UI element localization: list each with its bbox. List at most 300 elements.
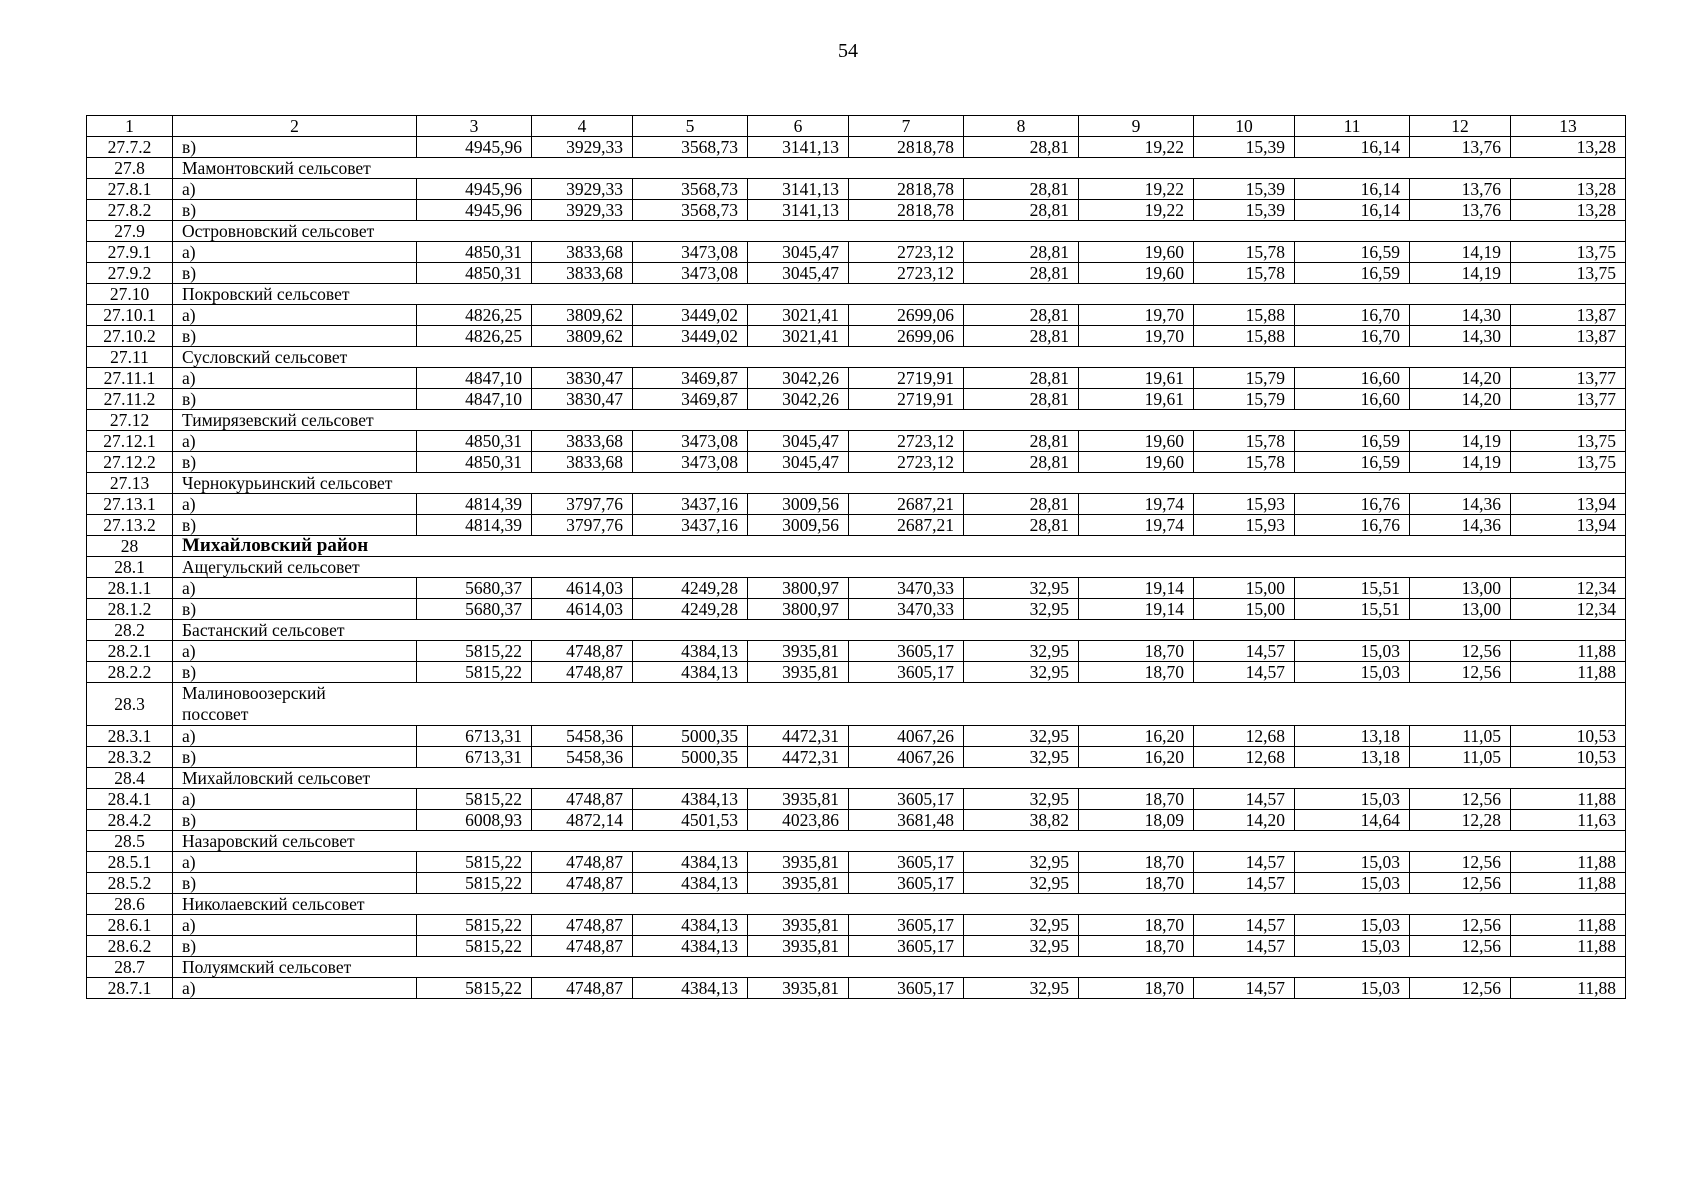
option-label-cell: а) [173, 368, 417, 389]
value-cell: 11,88 [1511, 852, 1626, 873]
row-number-cell: 28.5.2 [87, 873, 173, 894]
value-cell: 4384,13 [633, 641, 748, 662]
row-number-cell: 28.4 [87, 768, 173, 789]
value-cell: 4384,13 [633, 936, 748, 957]
value-cell: 28,81 [964, 137, 1079, 158]
value-cell: 14,36 [1410, 515, 1511, 536]
value-cell: 19,61 [1079, 389, 1194, 410]
value-cell: 15,39 [1194, 200, 1295, 221]
value-cell: 3935,81 [748, 978, 849, 999]
value-cell: 18,70 [1079, 978, 1194, 999]
value-cell: 18,70 [1079, 852, 1194, 873]
option-label-cell: в) [173, 810, 417, 831]
row-number-cell: 27.11 [87, 347, 173, 368]
value-cell: 5815,22 [417, 789, 532, 810]
row-number-cell: 27.10 [87, 284, 173, 305]
value-cell: 11,88 [1511, 936, 1626, 957]
row-number-cell: 28.2.2 [87, 662, 173, 683]
value-cell: 3797,76 [532, 494, 633, 515]
value-cell: 4748,87 [532, 641, 633, 662]
value-cell: 2723,12 [849, 452, 964, 473]
value-cell: 28,81 [964, 515, 1079, 536]
table-row [87, 789, 1626, 810]
value-cell: 19,70 [1079, 305, 1194, 326]
value-cell: 14,57 [1194, 978, 1295, 999]
value-cell: 10,53 [1511, 747, 1626, 768]
value-cell: 14,57 [1194, 915, 1295, 936]
header-cell: 1 [87, 116, 173, 137]
value-cell: 2818,78 [849, 200, 964, 221]
row-number-cell: 27.8.1 [87, 179, 173, 200]
value-cell: 4249,28 [633, 599, 748, 620]
section-title-cell: Назаровский сельсовет [173, 831, 1626, 852]
value-cell: 32,95 [964, 978, 1079, 999]
value-cell: 4067,26 [849, 726, 964, 747]
value-cell: 15,88 [1194, 326, 1295, 347]
section-row [87, 620, 1626, 641]
value-cell: 3470,33 [849, 599, 964, 620]
value-cell: 15,79 [1194, 368, 1295, 389]
value-cell: 13,87 [1511, 305, 1626, 326]
value-cell: 3141,13 [748, 137, 849, 158]
value-cell: 15,00 [1194, 599, 1295, 620]
row-number-cell: 28.5.1 [87, 852, 173, 873]
value-cell: 3469,87 [633, 389, 748, 410]
value-cell: 5815,22 [417, 662, 532, 683]
value-cell: 3833,68 [532, 452, 633, 473]
value-cell: 5680,37 [417, 578, 532, 599]
value-cell: 5815,22 [417, 936, 532, 957]
row-number-cell: 28.1 [87, 557, 173, 578]
option-label-cell: а) [173, 179, 417, 200]
header-cell: 5 [633, 116, 748, 137]
section-title-cell: Чернокурьинский сельсовет [173, 473, 1626, 494]
value-cell: 12,56 [1410, 852, 1511, 873]
table-row [87, 662, 1626, 683]
option-label-cell: а) [173, 852, 417, 873]
value-cell: 15,03 [1295, 852, 1410, 873]
row-number-cell: 28.1.2 [87, 599, 173, 620]
value-cell: 3929,33 [532, 200, 633, 221]
value-cell: 14,19 [1410, 452, 1511, 473]
value-cell: 2699,06 [849, 326, 964, 347]
value-cell: 3833,68 [532, 263, 633, 284]
value-cell: 32,95 [964, 747, 1079, 768]
value-cell: 19,14 [1079, 599, 1194, 620]
section-title-cell: Михайловский сельсовет [173, 768, 1626, 789]
value-cell: 3473,08 [633, 242, 748, 263]
value-cell: 5815,22 [417, 873, 532, 894]
value-cell: 11,88 [1511, 662, 1626, 683]
value-cell: 2723,12 [849, 263, 964, 284]
value-cell: 32,95 [964, 852, 1079, 873]
value-cell: 4945,96 [417, 137, 532, 158]
row-number-cell: 28 [87, 536, 173, 557]
option-label-cell: в) [173, 326, 417, 347]
value-cell: 2687,21 [849, 515, 964, 536]
row-number-cell: 28.6.1 [87, 915, 173, 936]
value-cell: 32,95 [964, 915, 1079, 936]
value-cell: 3830,47 [532, 368, 633, 389]
table-row [87, 936, 1626, 957]
value-cell: 5000,35 [633, 747, 748, 768]
value-cell: 28,81 [964, 389, 1079, 410]
value-cell: 3809,62 [532, 326, 633, 347]
value-cell: 4748,87 [532, 789, 633, 810]
option-label-cell: а) [173, 305, 417, 326]
value-cell: 4814,39 [417, 494, 532, 515]
value-cell: 3605,17 [849, 873, 964, 894]
row-number-cell: 27.8.2 [87, 200, 173, 221]
table-row [87, 326, 1626, 347]
value-cell: 13,76 [1410, 179, 1511, 200]
row-number-cell: 27.9.2 [87, 263, 173, 284]
value-cell: 15,03 [1295, 915, 1410, 936]
row-number-cell: 28.3 [87, 683, 173, 726]
section-title-cell: Николаевский сельсовет [173, 894, 1626, 915]
value-cell: 12,68 [1194, 747, 1295, 768]
value-cell: 3437,16 [633, 515, 748, 536]
value-cell: 28,81 [964, 179, 1079, 200]
value-cell: 16,76 [1295, 515, 1410, 536]
value-cell: 15,51 [1295, 599, 1410, 620]
value-cell: 12,34 [1511, 599, 1626, 620]
value-cell: 3045,47 [748, 242, 849, 263]
section-title-cell: Бастанский сельсовет [173, 620, 1626, 641]
table-row [87, 873, 1626, 894]
value-cell: 13,75 [1511, 242, 1626, 263]
value-cell: 3045,47 [748, 452, 849, 473]
value-cell: 19,22 [1079, 200, 1194, 221]
value-cell: 3935,81 [748, 852, 849, 873]
value-cell: 12,28 [1410, 810, 1511, 831]
value-cell: 3605,17 [849, 641, 964, 662]
value-cell: 13,77 [1511, 389, 1626, 410]
value-cell: 14,19 [1410, 263, 1511, 284]
value-cell: 3833,68 [532, 242, 633, 263]
value-cell: 13,00 [1410, 599, 1511, 620]
value-cell: 3605,17 [849, 936, 964, 957]
section-row [87, 831, 1626, 852]
value-cell: 13,28 [1511, 200, 1626, 221]
value-cell: 32,95 [964, 789, 1079, 810]
table-row [87, 452, 1626, 473]
value-cell: 2699,06 [849, 305, 964, 326]
value-cell: 4023,86 [748, 810, 849, 831]
row-number-cell: 28.3.2 [87, 747, 173, 768]
value-cell: 4384,13 [633, 852, 748, 873]
value-cell: 4384,13 [633, 662, 748, 683]
section-title-cell: Малиновоозерский поссовет [173, 683, 1626, 726]
value-cell: 15,93 [1194, 494, 1295, 515]
value-cell: 15,78 [1194, 452, 1295, 473]
row-number-cell: 28.5 [87, 831, 173, 852]
value-cell: 3935,81 [748, 641, 849, 662]
value-cell: 16,60 [1295, 368, 1410, 389]
value-cell: 4748,87 [532, 978, 633, 999]
header-cell: 10 [1194, 116, 1295, 137]
value-cell: 16,20 [1079, 747, 1194, 768]
header-cell: 13 [1511, 116, 1626, 137]
value-cell: 15,93 [1194, 515, 1295, 536]
value-cell: 3800,97 [748, 599, 849, 620]
value-cell: 38,82 [964, 810, 1079, 831]
option-label-cell: в) [173, 263, 417, 284]
value-cell: 16,59 [1295, 431, 1410, 452]
value-cell: 3935,81 [748, 936, 849, 957]
value-cell: 13,28 [1511, 179, 1626, 200]
value-cell: 19,74 [1079, 515, 1194, 536]
table-row [87, 599, 1626, 620]
row-number-cell: 27.9.1 [87, 242, 173, 263]
value-cell: 15,03 [1295, 936, 1410, 957]
value-cell: 4501,53 [633, 810, 748, 831]
value-cell: 28,81 [964, 494, 1079, 515]
option-label-cell: а) [173, 789, 417, 810]
value-cell: 3470,33 [849, 578, 964, 599]
option-label-cell: а) [173, 915, 417, 936]
value-cell: 3935,81 [748, 662, 849, 683]
row-number-cell: 27.10.1 [87, 305, 173, 326]
option-label-cell: а) [173, 726, 417, 747]
option-label-cell: а) [173, 242, 417, 263]
value-cell: 3449,02 [633, 326, 748, 347]
value-cell: 5815,22 [417, 915, 532, 936]
value-cell: 15,03 [1295, 789, 1410, 810]
value-cell: 12,56 [1410, 789, 1511, 810]
row-number-cell: 27.10.2 [87, 326, 173, 347]
value-cell: 32,95 [964, 873, 1079, 894]
value-cell: 28,81 [964, 242, 1079, 263]
option-label-cell: в) [173, 137, 417, 158]
value-cell: 14,20 [1410, 389, 1511, 410]
value-cell: 4614,03 [532, 599, 633, 620]
page-number: 54 [838, 40, 858, 62]
table-row [87, 200, 1626, 221]
row-number-cell: 27.12 [87, 410, 173, 431]
value-cell: 12,34 [1511, 578, 1626, 599]
table-body [87, 116, 1626, 999]
value-cell: 18,70 [1079, 662, 1194, 683]
section-row [87, 683, 1626, 726]
header-cell: 2 [173, 116, 417, 137]
value-cell: 3605,17 [849, 915, 964, 936]
value-cell: 14,64 [1295, 810, 1410, 831]
value-cell: 4850,31 [417, 431, 532, 452]
section-title-cell: Тимирязевский сельсовет [173, 410, 1626, 431]
table-row [87, 179, 1626, 200]
value-cell: 15,03 [1295, 641, 1410, 662]
value-cell: 4472,31 [748, 726, 849, 747]
section-row [87, 957, 1626, 978]
value-cell: 3473,08 [633, 263, 748, 284]
value-cell: 28,81 [964, 431, 1079, 452]
value-cell: 3045,47 [748, 263, 849, 284]
value-cell: 3605,17 [849, 852, 964, 873]
value-cell: 15,39 [1194, 179, 1295, 200]
table-row [87, 810, 1626, 831]
value-cell: 4850,31 [417, 452, 532, 473]
value-cell: 5680,37 [417, 599, 532, 620]
value-cell: 16,14 [1295, 179, 1410, 200]
value-cell: 4384,13 [633, 978, 748, 999]
value-cell: 12,56 [1410, 641, 1511, 662]
table-row [87, 431, 1626, 452]
value-cell: 14,57 [1194, 936, 1295, 957]
row-number-cell: 28.3.1 [87, 726, 173, 747]
value-cell: 14,36 [1410, 494, 1511, 515]
row-number-cell: 27.13.1 [87, 494, 173, 515]
table-row [87, 389, 1626, 410]
row-number-cell: 28.1.1 [87, 578, 173, 599]
value-cell: 14,19 [1410, 242, 1511, 263]
option-label-cell: а) [173, 578, 417, 599]
value-cell: 3045,47 [748, 431, 849, 452]
value-cell: 12,56 [1410, 873, 1511, 894]
value-cell: 28,81 [964, 263, 1079, 284]
value-cell: 11,05 [1410, 726, 1511, 747]
tariff-table [86, 115, 1626, 999]
value-cell: 5815,22 [417, 852, 532, 873]
value-cell: 16,59 [1295, 242, 1410, 263]
section-title-cell: Михайловский район [173, 536, 1626, 557]
section-row [87, 768, 1626, 789]
table-row [87, 305, 1626, 326]
value-cell: 32,95 [964, 578, 1079, 599]
value-cell: 3141,13 [748, 200, 849, 221]
value-cell: 11,88 [1511, 873, 1626, 894]
row-number-cell: 27.13 [87, 473, 173, 494]
option-label-cell: в) [173, 747, 417, 768]
option-label-cell: а) [173, 431, 417, 452]
value-cell: 14,57 [1194, 662, 1295, 683]
value-cell: 14,20 [1194, 810, 1295, 831]
value-cell: 4067,26 [849, 747, 964, 768]
value-cell: 15,78 [1194, 431, 1295, 452]
value-cell: 4748,87 [532, 852, 633, 873]
value-cell: 3568,73 [633, 200, 748, 221]
value-cell: 19,22 [1079, 179, 1194, 200]
row-number-cell: 28.7 [87, 957, 173, 978]
value-cell: 32,95 [964, 599, 1079, 620]
table-row [87, 263, 1626, 284]
table-row [87, 578, 1626, 599]
section-row [87, 536, 1626, 557]
value-cell: 3042,26 [748, 368, 849, 389]
value-cell: 19,60 [1079, 452, 1194, 473]
row-number-cell: 28.4.2 [87, 810, 173, 831]
value-cell: 28,81 [964, 368, 1079, 389]
value-cell: 13,18 [1295, 747, 1410, 768]
value-cell: 16,14 [1295, 200, 1410, 221]
value-cell: 3809,62 [532, 305, 633, 326]
value-cell: 12,56 [1410, 915, 1511, 936]
row-number-cell: 28.2.1 [87, 641, 173, 662]
value-cell: 5815,22 [417, 641, 532, 662]
value-cell: 4945,96 [417, 200, 532, 221]
value-cell: 3141,13 [748, 179, 849, 200]
value-cell: 4850,31 [417, 242, 532, 263]
value-cell: 11,63 [1511, 810, 1626, 831]
section-row [87, 221, 1626, 242]
value-cell: 15,03 [1295, 978, 1410, 999]
value-cell: 2818,78 [849, 137, 964, 158]
value-cell: 4748,87 [532, 915, 633, 936]
option-label-cell: в) [173, 452, 417, 473]
option-label-cell: в) [173, 515, 417, 536]
value-cell: 12,68 [1194, 726, 1295, 747]
value-cell: 14,19 [1410, 431, 1511, 452]
value-cell: 14,30 [1410, 305, 1511, 326]
row-number-cell: 28.6.2 [87, 936, 173, 957]
header-cell: 6 [748, 116, 849, 137]
value-cell: 11,88 [1511, 915, 1626, 936]
value-cell: 18,09 [1079, 810, 1194, 831]
value-cell: 12,56 [1410, 978, 1511, 999]
value-cell: 13,94 [1511, 515, 1626, 536]
table-row [87, 494, 1626, 515]
value-cell: 28,81 [964, 305, 1079, 326]
row-number-cell: 27.7.2 [87, 137, 173, 158]
row-number-cell: 28.2 [87, 620, 173, 641]
value-cell: 13,77 [1511, 368, 1626, 389]
value-cell: 11,88 [1511, 789, 1626, 810]
value-cell: 32,95 [964, 936, 1079, 957]
value-cell: 13,75 [1511, 431, 1626, 452]
value-cell: 6713,31 [417, 747, 532, 768]
value-cell: 3009,56 [748, 494, 849, 515]
value-cell: 16,70 [1295, 326, 1410, 347]
table-row [87, 137, 1626, 158]
value-cell: 3437,16 [633, 494, 748, 515]
value-cell: 19,70 [1079, 326, 1194, 347]
table-row [87, 242, 1626, 263]
value-cell: 15,03 [1295, 873, 1410, 894]
value-cell: 10,53 [1511, 726, 1626, 747]
value-cell: 3935,81 [748, 873, 849, 894]
value-cell: 3800,97 [748, 578, 849, 599]
section-row [87, 347, 1626, 368]
row-number-cell: 28.4.1 [87, 789, 173, 810]
value-cell: 4384,13 [633, 789, 748, 810]
value-cell: 3830,47 [532, 389, 633, 410]
header-cell: 4 [532, 116, 633, 137]
value-cell: 2723,12 [849, 431, 964, 452]
row-number-cell: 28.7.1 [87, 978, 173, 999]
row-number-cell: 27.9 [87, 221, 173, 242]
value-cell: 3935,81 [748, 789, 849, 810]
value-cell: 18,70 [1079, 936, 1194, 957]
value-cell: 4814,39 [417, 515, 532, 536]
value-cell: 4872,14 [532, 810, 633, 831]
value-cell: 16,20 [1079, 726, 1194, 747]
table-row [87, 368, 1626, 389]
value-cell: 4249,28 [633, 578, 748, 599]
value-cell: 4850,31 [417, 263, 532, 284]
value-cell: 3797,76 [532, 515, 633, 536]
value-cell: 19,74 [1079, 494, 1194, 515]
value-cell: 19,60 [1079, 242, 1194, 263]
option-label-cell: а) [173, 641, 417, 662]
value-cell: 13,75 [1511, 452, 1626, 473]
value-cell: 28,81 [964, 326, 1079, 347]
option-label-cell: а) [173, 494, 417, 515]
value-cell: 2818,78 [849, 179, 964, 200]
value-cell: 3042,26 [748, 389, 849, 410]
value-cell: 2719,91 [849, 368, 964, 389]
value-cell: 4826,25 [417, 305, 532, 326]
value-cell: 4472,31 [748, 747, 849, 768]
